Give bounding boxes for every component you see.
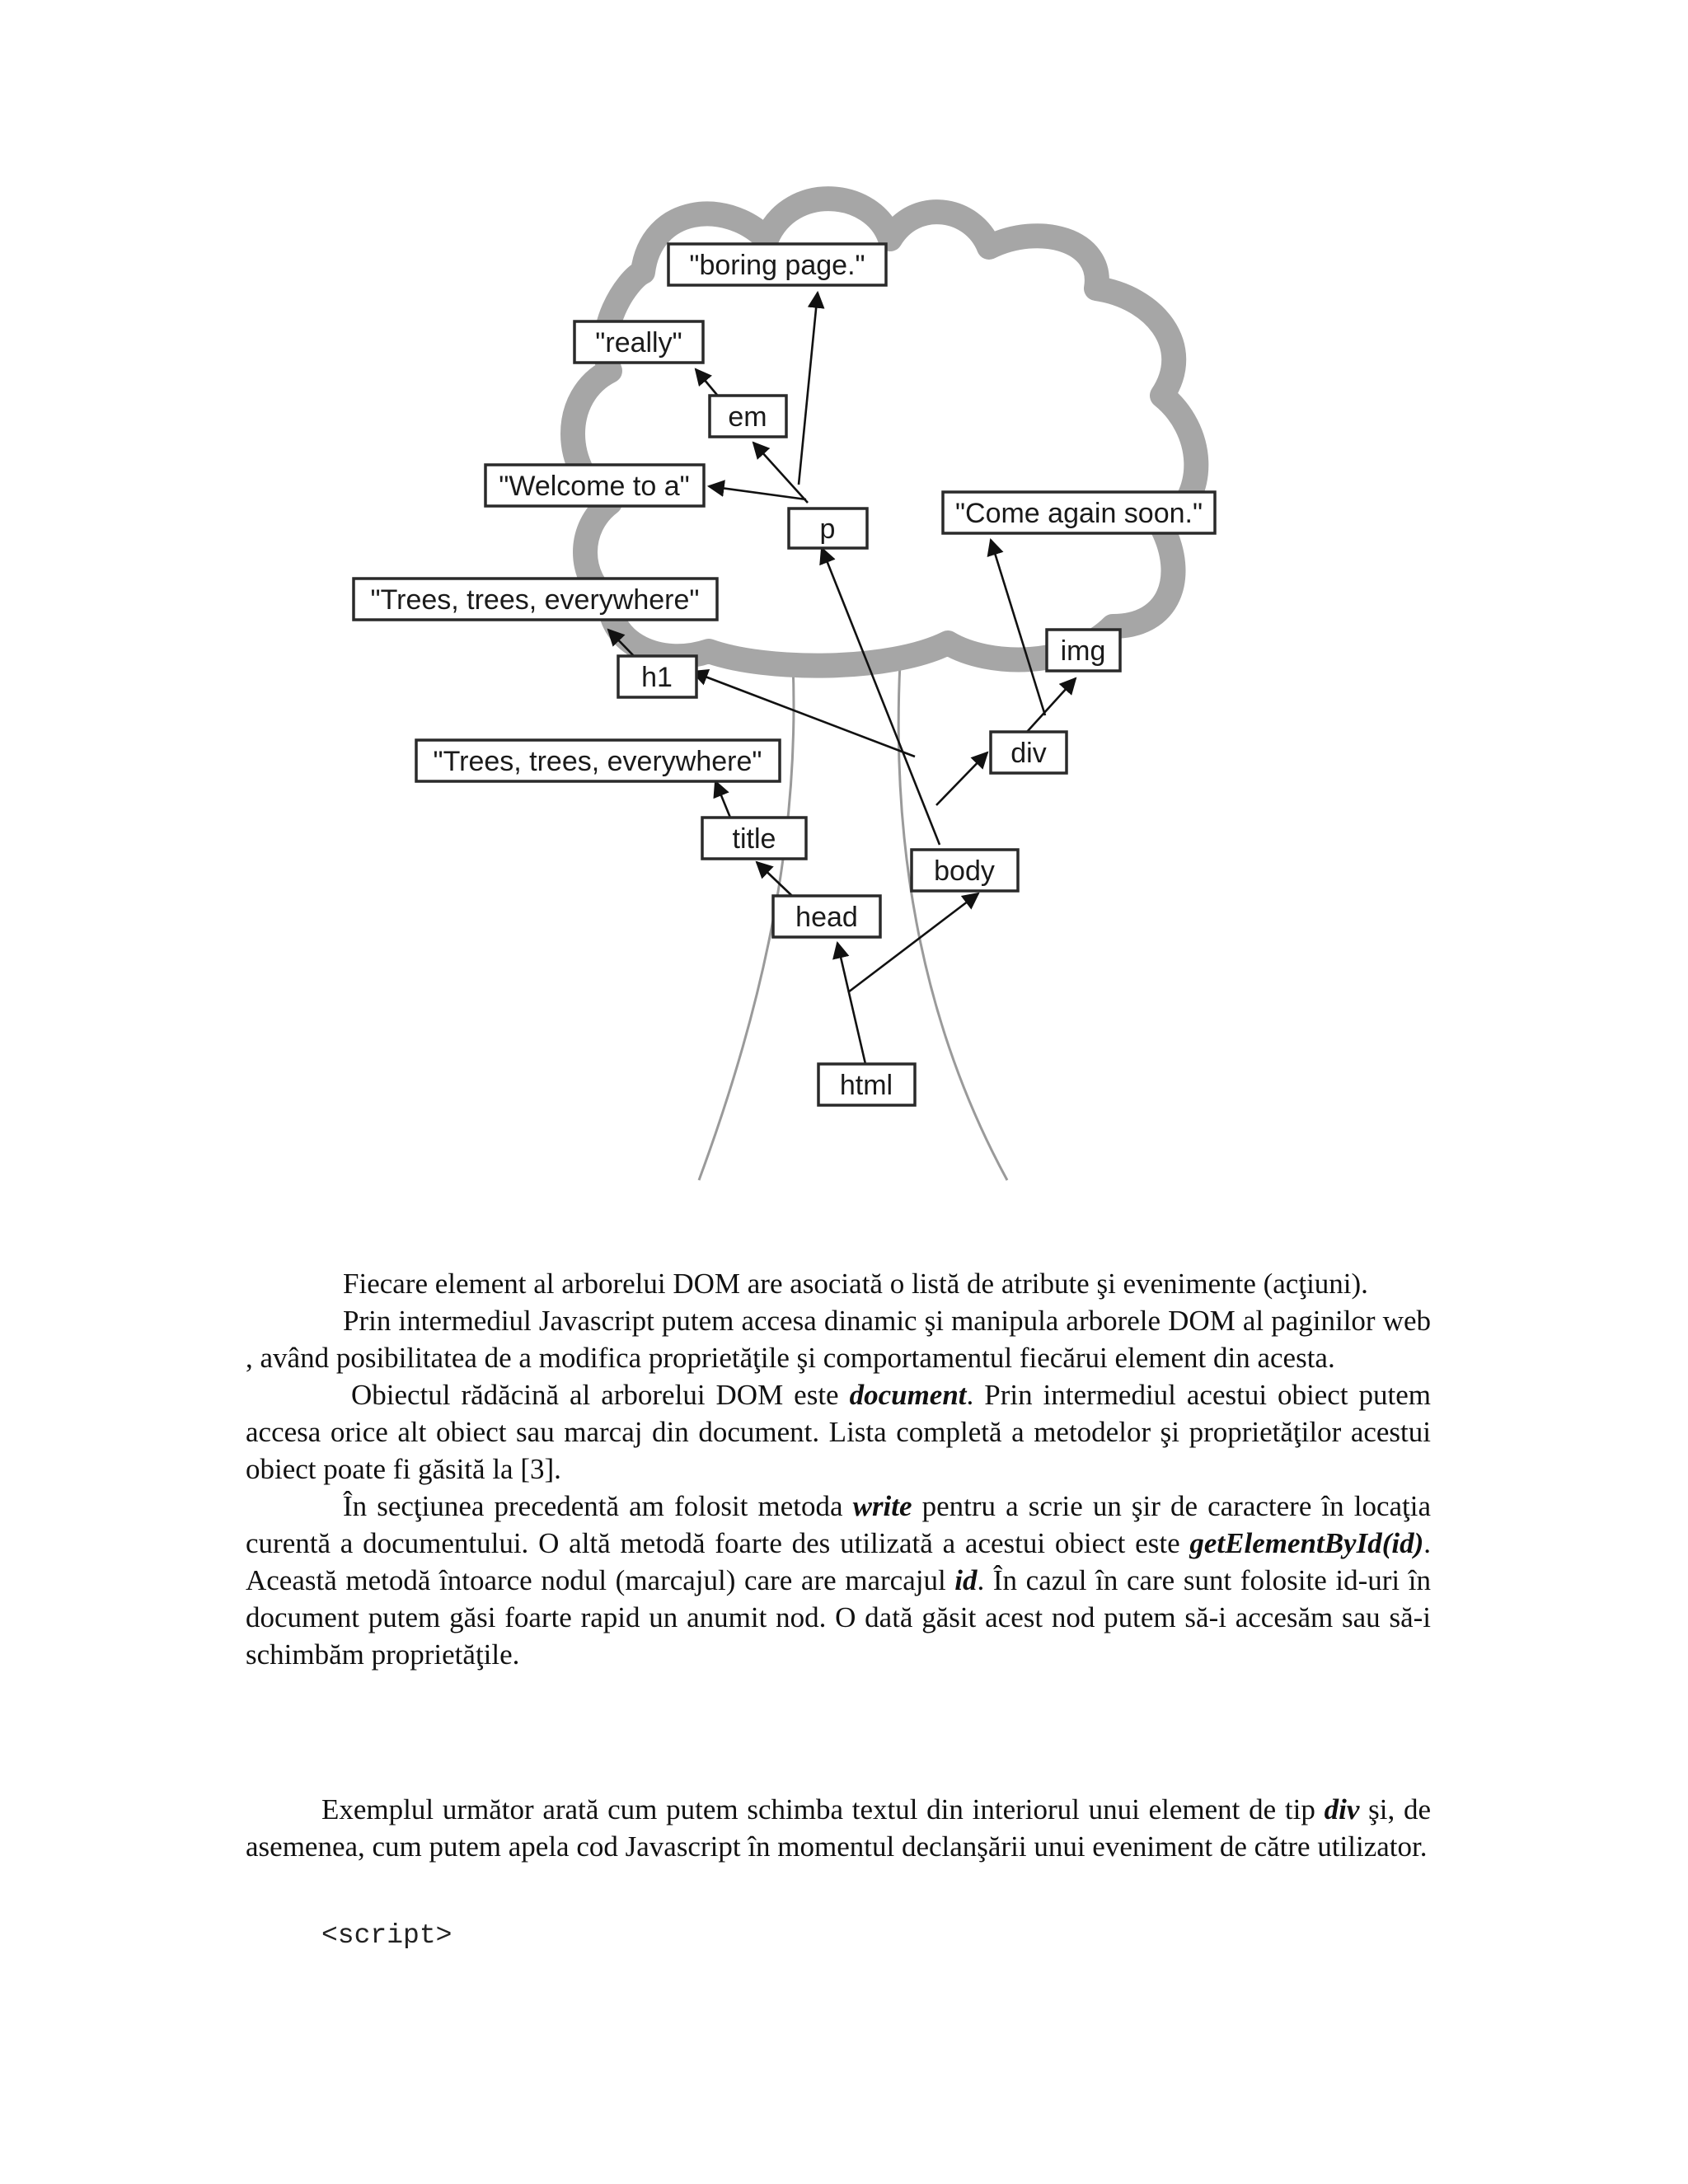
node-trees-h1-text [354, 579, 717, 620]
body-text-example [246, 1791, 1431, 1865]
keyword-write: write [852, 1490, 912, 1522]
edge-div-img [1027, 678, 1076, 732]
paragraph-getelementbyid [246, 1488, 1431, 1673]
node-label: body [934, 855, 995, 887]
body-text [246, 1265, 1431, 1673]
node-label: div [1010, 738, 1047, 769]
node-p [789, 509, 867, 548]
node-trees-title-text [416, 740, 780, 781]
node-boring-page [668, 244, 886, 285]
paragraph-javascript-access: Prin intermediul Javascript putem accesa dinamic şi manipula arborele DOM al paginilor web , având posibilitatea de a modifica proprietăţile şi comportamentul fiecărui element din acesta. [246, 1305, 1431, 1374]
node-label: "really" [595, 327, 682, 359]
node-label: p [819, 513, 836, 545]
edge-html-head [837, 943, 865, 1064]
node-really [574, 321, 703, 363]
node-come-again [943, 492, 1215, 533]
paragraph-dom-attributes: Fiecare element al arborelui DOM are asociată o listă de atribute şi evenimente (acţiuni). [343, 1268, 1368, 1300]
text-span: . În cazul în care sunt folosite id-uri în document putem găsi foarte rapid un anumit nod. O dată găsit acest nod putem să-i accesăm sau să-i schimbăm proprietăţile. [246, 1564, 1431, 1671]
keyword-document: document [849, 1379, 967, 1411]
node-h1 [618, 656, 696, 697]
node-img [1047, 630, 1120, 671]
text-span: pentru a scrie un şir de caractere în locaţia curentă a documentului. O altă metodă foarte des utilizată a acestui obiect este [246, 1490, 1432, 1559]
node-label: img [1060, 635, 1106, 667]
node-label: "boring page." [689, 250, 865, 281]
node-label: html [839, 1070, 893, 1101]
node-body [912, 850, 1018, 891]
edge-p-welcome [709, 486, 806, 499]
node-html [818, 1064, 915, 1105]
edge-body-p [822, 548, 940, 845]
node-label: "Welcome to a" [499, 471, 690, 502]
node-label: "Trees, trees, everywhere" [370, 584, 700, 616]
node-head [773, 896, 880, 937]
paragraph-document-root [246, 1376, 1431, 1488]
keyword-id: id [954, 1564, 978, 1596]
text-span: şi, de asemenea, cum putem apela cod Javascript în momentul declanşării unui eveniment de către utilizator. [246, 1793, 1431, 1863]
keyword-div: div [1324, 1793, 1360, 1825]
node-title [702, 818, 806, 859]
text-span: . Prin intermediul acestui obiect putem accesa orice alt obiect sau marcaj din document. Lista completă a metodelor şi proprietăţilor acestui obiect poate fi găsită la [3]. [246, 1379, 1431, 1485]
edge-p-boring [799, 293, 818, 485]
edge-head-title [757, 862, 792, 896]
paragraph-example-intro [246, 1791, 1431, 1865]
node-label: "Trees, trees, everywhere" [433, 746, 762, 777]
node-div [991, 732, 1067, 773]
text-span: . Această metodă întoarce nodul (marcajul) care are marcajul [246, 1527, 1431, 1596]
edge-title-text [715, 781, 730, 818]
node-welcome [485, 465, 704, 506]
text-span: În secţiunea precedentă am folosit metoda [343, 1490, 853, 1522]
keyword-getelementbyid: getElementById(id) [1189, 1527, 1424, 1559]
code-snippet-script-tag: <script> [321, 1920, 452, 1951]
edge-div-come-again [991, 540, 1045, 715]
node-label: h1 [641, 662, 673, 693]
node-em [710, 396, 786, 437]
edge-body-div [936, 752, 987, 805]
node-label: "Come again soon." [954, 498, 1203, 529]
node-label: title [732, 823, 776, 855]
node-label: em [728, 401, 767, 433]
text-span: Exemplul următor arată cum putem schimba textul din interiorul unui element de tip [321, 1793, 1325, 1825]
node-label: head [795, 902, 858, 933]
text-span: Obiectul rădăcină al arborelui DOM este [351, 1379, 850, 1411]
